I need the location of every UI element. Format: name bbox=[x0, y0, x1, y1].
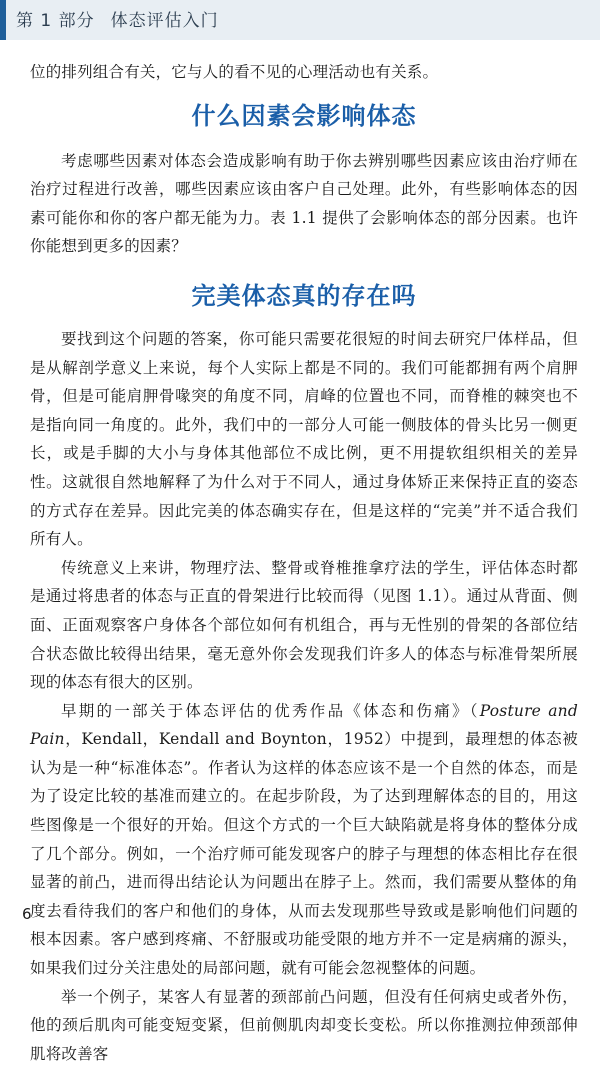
continuation-paragraph: 位的排列组合有关，它与人的看不见的心理活动也有关系。 bbox=[30, 63, 439, 81]
running-header bbox=[0, 0, 600, 40]
paragraph: 要找到这个问题的答案，你可能只需要花很短的时间去研究尸体样品，但是从解剖学意义上来说，每个人实际上都是不同的。我们可能都拥有两个肩胛骨，但是可能肩胛骨喙突的角度不同，肩峰的位置也不同，而脊椎的棘突也不是指向同一角度的。此外，我们中的一部分人可能一侧肢体的骨头比另一侧更长，或是手脚的大小与身体其他部位不成比例，更不用提软组织相关的差异性。这就很自然地解释了为什么对于不同人，通过身体矫正来保持正直的姿态的方式存在差异。因此完美的体态确实存在，但是这样的“完美”并不适合我们所有人。 bbox=[30, 329, 578, 549]
section-heading-perfect-posture: 完美体态真的存在吗 bbox=[191, 281, 417, 310]
page-content bbox=[30, 58, 578, 1068]
italic-title: Posture and Pain bbox=[30, 701, 578, 749]
header-accent-bar bbox=[0, 0, 6, 40]
header-text bbox=[16, 6, 219, 31]
section-heading-factors: 什么因素会影响体态 bbox=[191, 101, 417, 130]
paragraph: 举一个例子，某客人有显著的颈部前凸问题，但没有任何病史或者外伤，他的颈后肌肉可能变短变紧，但前侧肌肉却变长变松。所以你推测拉伸颈部伸肌将改善客 bbox=[30, 987, 578, 1063]
page-number: 6 bbox=[22, 905, 32, 923]
paragraph: 考虑哪些因素对体态会造成影响有助于你去辨别哪些因素应该由治疗师在治疗过程进行改善，哪些因素应该由客户自己处理。此外，有些影响体态的因素可能你和你的客户都无能为力。表 1.1 提供了会影响体态的部分因素。也许你能想到更多的因素？ bbox=[30, 151, 578, 256]
text-run: 早期的一部关于体态评估的优秀作品《体态和伤痛》（ bbox=[61, 701, 480, 720]
paragraph: 传统意义上来讲，物理疗法、整骨或脊椎推拿疗法的学生，评估体态时都是通过将患者的体态与正直的骨架进行比较而得（见图 1.1）。通过从背面、侧面、正面观察客户身体各个部位如何有机组合，再与无性别的骨架的各部位结合状态做比较得出结果，毫无意外你会发现我们许多人的体态与标准骨架所展现的体态有很大的区别。 bbox=[30, 558, 578, 692]
text-run: ，Kendall，Kendall and Boynton，1952）中提到，最理想的体态被认为是一种“标准体态”。作者认为这样的体态应该不是一个自然的体态，而是为了设定比较的基准而建立的。在起步阶段，为了达到理解体态的目的，用这些图像是一个很好的开始。但这个方式的一个巨大缺陷就是将身体的整体分成了几个部分。例如，一个治疗师可能发现客户的脖子与理想的体态相比存在很显著的前凸，进而得出结论认为问题出在脖子上。然而，我们需要从整体的角度去看待我们的客户和他们的身体，从而去发现那些导致或是影响他们问题的根本因素。客户感到疼痛、不舒服或功能受限的地方并不一定是病痛的源头，如果我们过分关注患处的局部问题，就有可能会忽视整体的问题。 bbox=[30, 730, 578, 978]
header-part: 第 1 部分 bbox=[16, 11, 95, 31]
header-title: 体态评估入门 bbox=[110, 11, 219, 31]
